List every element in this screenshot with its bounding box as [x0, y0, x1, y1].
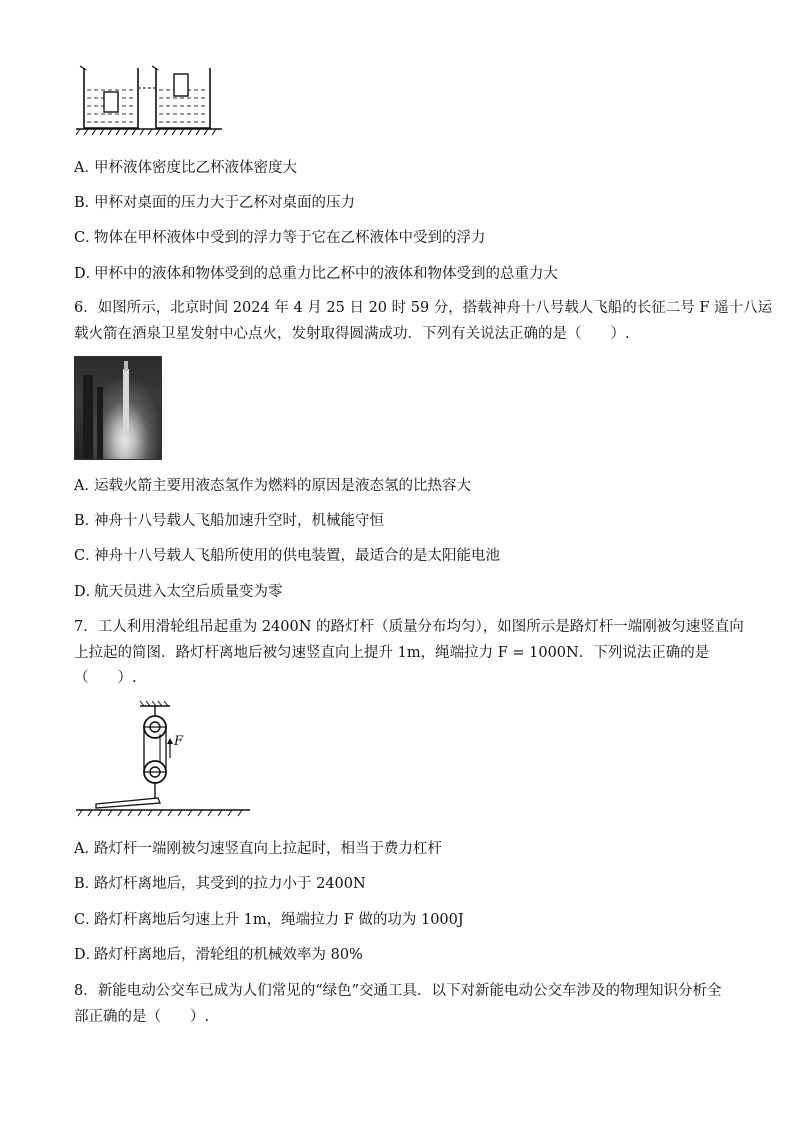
- q7-stem-line3: （ ）.: [74, 670, 137, 686]
- beakers-diagram: [74, 62, 224, 140]
- q6-option-a: A．运载火箭主要用液态氢作为燃料的原因是液态氢的比热容大: [74, 478, 471, 494]
- q6-option-d: D．航天员进入太空后质量变为零: [74, 584, 283, 600]
- q8-stem-line2: 部正确的是（ ）.: [74, 1009, 210, 1025]
- q5-option-b: B．甲杯对桌面的压力大于乙杯对桌面的压力: [74, 195, 355, 211]
- q5-option-d: D．甲杯中的液体和物体受到的总重力比乙杯中的液体和物体受到的总重力大: [74, 266, 558, 282]
- q7-stem-line1: 7．工人利用滑轮组吊起重为 2400N 的路灯杆（质量分布均匀），如图所示是路灯杆一端刚被匀速竖直向: [74, 619, 744, 635]
- q5-option-a: A．甲杯液体密度比乙杯液体密度大: [74, 160, 297, 176]
- force-label-f: F: [174, 734, 184, 749]
- rocket-tip: [124, 361, 128, 371]
- launch-tower-arm: [97, 387, 103, 459]
- q6-option-b: B．神舟十八号载人飞船加速升空时，机械能守恒: [74, 513, 384, 529]
- q6-stem-line1: 6．如图所示，北京时间 2024 年 4 月 25 日 20 时 59 分，搭载神舟十八号载人飞船的长征二号 F 遥十八运: [74, 300, 773, 316]
- q7-pulley-figure: [74, 700, 254, 822]
- q5-option-c: C．物体在甲杯液体中受到的浮力等于它在乙杯液体中受到的浮力: [74, 230, 486, 246]
- q7-option-b: B．路灯杆离地后，其受到的拉力小于 2400N: [74, 876, 366, 892]
- q7-option-d: D．路灯杆离地后，滑轮组的机械效率为 80%: [74, 947, 363, 963]
- q5-beakers-figure: [74, 62, 224, 140]
- q8-stem-line1: 8．新能电动公交车已成为人们常见的“绿色”交通工具．以下对新能电动公交车涉及的物理知识分析全: [74, 983, 722, 999]
- q6-rocket-launch-photo: [74, 356, 162, 460]
- q7-option-a: A．路灯杆一端刚被匀速竖直向上拉起时，相当于费力杠杆: [74, 841, 442, 857]
- launch-tower: [83, 375, 93, 459]
- q7-stem-line2: 上拉起的简图．路灯杆离地后被匀速竖直向上提升 1m，绳端拉力 F = 1000N．下列说法正确的是: [74, 645, 710, 661]
- q7-option-c: C．路灯杆离地后匀速上升 1m，绳端拉力 F 做的功为 1000J: [74, 912, 464, 928]
- q6-option-c: C．神舟十八号载人飞船所使用的供电装置，最适合的是太阳能电池: [74, 548, 500, 564]
- rocket-body: [123, 369, 129, 431]
- pulley-diagram: [74, 700, 254, 822]
- q6-stem-line2: 载火箭在酒泉卫星发射中心点火，发射取得圆满成功．下列有关说法正确的是（ ）.: [74, 326, 630, 342]
